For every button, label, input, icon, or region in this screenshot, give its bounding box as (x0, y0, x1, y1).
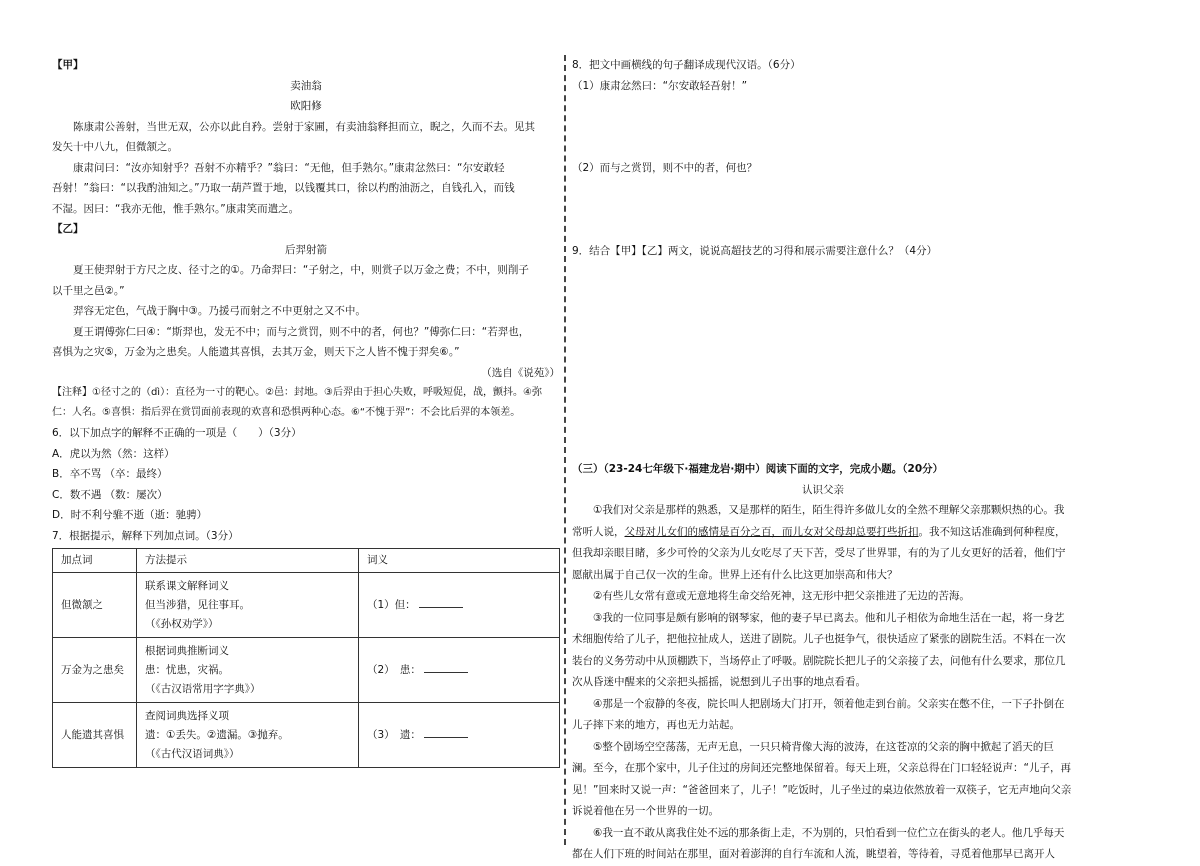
table-row (53, 638, 560, 703)
hint-line: 根据词典推断词义 (145, 644, 229, 657)
text2-source: （选自《说苑》） (481, 366, 560, 379)
question-8: 8．把文中画横线的句子翻译成现代汉语。（6分） (572, 59, 801, 71)
question-7: 7．根据提示，解释下列加点词。（3分） (52, 529, 239, 542)
question-9: 9．结合【甲】【乙】两文，说说高超技艺的习得和展示需要注意什么？（4分） (572, 244, 938, 257)
yi-label: 【乙】 (52, 223, 84, 235)
text1-p2-line2: 吾射！”翁曰：“以我酌油知之。”乃取一葫芦置于地，以钱覆其口，徐以杓酌油沥之，自钱孔入，而钱 (52, 182, 515, 194)
jia-label: 【甲】 (52, 59, 84, 71)
section-3 (572, 459, 1074, 866)
table-header-cell: 方法提示 (137, 549, 359, 573)
section-3-heading: （三）（23-24七年级下·福建龙岩·期中）阅读下面的文字，完成小题。（20分） (572, 463, 944, 475)
table-cell-answer (359, 638, 560, 703)
passage-paragraph-1 (572, 500, 1074, 586)
table-cell-word: 万金为之患矣 (53, 638, 137, 703)
question-6-option-b: B．卒不骂 （卒：最终） (52, 468, 168, 480)
text2-p1-line2: 以千里之邑②。” (52, 284, 125, 297)
text2-p3-line1: 夏王谓傅弥仁曰④：“斯羿也，发无不中；而与之赏罚，则不中的者，何也？”傅弥仁曰：“若羿也， (73, 325, 530, 338)
text1-author: 欧阳修 (290, 100, 322, 112)
section-3-title: 认识父亲 (802, 483, 844, 496)
question-8-part2: （2）而与之赏罚，则不中的者，何也？ (572, 162, 758, 174)
vocab-table (52, 548, 560, 768)
text1-p2-line1: 康肃问曰：“汝亦知射乎？吾射不亦精乎？”翁曰：“无他，但手熟尔。”康肃忿然曰：“尔安敢轻 (73, 161, 505, 174)
hint-line: （《孙权劝学》） (145, 617, 219, 630)
text2-title: 后羿射箭 (285, 243, 327, 256)
table-cell-hint (137, 703, 359, 768)
hint-line: （《古汉语常用字字典》） (145, 682, 261, 695)
passage-paragraph-5: ⑤整个剧场空空荡荡，无声无息，一只只椅背像大海的波涛，在这苍凉的父亲的胸中掀起了滔天的巨澜。至今，在那个家中，儿子住过的房间还完整地保留着。每天上班，父亲总得在门口轻轻说声：“儿子，再见！”回来时又说一声：“爸爸回来了，儿子！”吃饭时，儿子坐过的桌边依然放着一双筷子，它无声地向父亲诉说着他在另一个世界的一切。 (572, 740, 1072, 817)
text2-p1-line1: 夏王使羿射于方尺之皮、径寸之的①。乃命羿曰：“子射之，中，则赏子以万金之费；不中，则削子 (73, 264, 529, 276)
hint-line: 联系课文解释词义 (145, 579, 229, 592)
table-cell-hint (137, 573, 359, 638)
passage-paragraph-3: ③我的一位同事是颇有影响的钢琴家，他的妻子早已离去。他和儿子相依为命地生活在一起，将一身艺术细胞传给了儿子，把他拉扯成人，送进了剧院。儿子也挺争气，很快适应了紧张的剧院生活。不料在一次装台的义务劳动中从顶棚跌下，当场停止了呼吸。剧院院长把儿子的父亲接了去，问他有什么要求，那位几次从昏迷中醒来的父亲把头摇摇，说想到儿子出事的地点看看。 (572, 611, 1066, 688)
text2-p3-line2: 喜惧为之灾⑤，万金为之患矣。人能遗其喜惧，去其万金，则天下之人皆不愧于羿矣⑥。” (52, 346, 460, 358)
para1-text: ①我们对父亲是那样的熟悉，又是那样的陌生，陌生得许多做儿女的全然不理解父亲那颗炽热的心。我常听人说， (572, 504, 1065, 538)
hint-line: 但当涉猎，见往事耳。 (145, 598, 250, 611)
table-cell-hint (137, 638, 359, 703)
question-6-option-a: A．虎以为然（然：这样） (52, 447, 175, 460)
notes-line1: 【注释】①径寸之的（dì）：直径为一寸的靶心。②邑：封地。③后羿由于担心失败，呼吸短促，战，颤抖。④弥 (52, 387, 542, 398)
text1-p2-line3: 不湿。因曰：“我亦无他，惟手熟尔。”康肃笑而遣之。 (52, 202, 300, 215)
answer-blank[interactable] (424, 726, 468, 738)
right-column (572, 55, 1074, 860)
text1-title: 卖油翁 (290, 79, 322, 92)
answer-space[interactable] (572, 179, 1074, 241)
underlined-sentence: 父母对儿女们的感情是百分之百，而儿女对父母却总要打些折扣 (624, 525, 919, 538)
answer-space[interactable] (572, 96, 1074, 158)
table-cell-word: 人能遗其喜惧 (53, 703, 137, 768)
table-row (53, 703, 560, 768)
passage-paragraph-6: ⑥我一直不敢从离我住处不远的那条街上走，不为别的，只怕看到一位伫立在街头的老人。他几乎每天都在人们下班的时间站在那里，面对着澎湃的自行车流和人流，眺望着，等待着，寻觅着他那早已离开人 (572, 826, 1065, 860)
notes-line2: 仁：人名。⑤喜惧：指后羿在赏罚面前表现的欢喜和恐惧两种心态。⑥“不愧于羿”：不会比后羿的本领差。 (52, 407, 521, 418)
hint-line: （《古代汉语词典》） (145, 747, 240, 760)
left-column (52, 55, 560, 768)
table-header-cell: 加点词 (53, 549, 137, 573)
table-cell-answer (359, 573, 560, 638)
hint-line: 查阅词典选择义项 (145, 709, 229, 722)
answer-label: （3） 遗： (367, 728, 421, 741)
question-8-part1: （1）康肃忿然曰：“尔安敢轻吾射！” (572, 79, 748, 92)
question-6: 6．以下加点字的解释不正确的一项是（ ）（3分） (52, 427, 302, 439)
answer-label: （2） 患： (367, 663, 421, 676)
passage-paragraph-2: ②有些儿女常有意或无意地将生命交给死神，这无形中把父亲推进了无边的苦海。 (593, 590, 970, 602)
para1-text: 。我不知这话准确到何种程度，但我却亲眼目睹，多少可怜的父亲为儿女吃尽了天下苦，受尽了世界罪，有的为了儿女更好的活着，他们宁愿献出属于自己仅一次的生命。世界上还有什么比这更加崇高和伟大？ (572, 525, 1066, 581)
hint-line: 患：忧患，灾祸。 (145, 663, 229, 676)
answer-blank[interactable] (424, 661, 468, 673)
table-row (53, 573, 560, 638)
text2-p2: 羿容无定色，气战于胸中③。乃援弓而射之不中更射之又不中。 (73, 305, 366, 317)
text1-p1-line2: 发矢十中八九，但微颔之。 (52, 141, 178, 153)
table-header-cell: 词义 (359, 549, 560, 573)
table-header-row (53, 549, 560, 573)
table-cell-word: 但微颔之 (53, 573, 137, 638)
question-6-option-c: C．数不遇 （数：屡次） (52, 488, 168, 501)
hint-line: 遗：①丢失。②遗漏。③抛弃。 (145, 728, 289, 741)
answer-label: （1）但： (367, 598, 416, 611)
question-6-option-d: D．时不利兮骓不逝（逝：驰骋） (52, 509, 208, 521)
table-cell-answer (359, 703, 560, 768)
text1-p1-line1: 陈康肃公善射，当世无双，公亦以此自矜。尝射于家圃，有卖油翁释担而立，睨之，久而不去。见其 (73, 120, 535, 133)
passage-paragraph-4: ④那是一个寂静的冬夜，院长叫人把剧场大门打开，领着他走到台前。父亲实在憋不住，一下子扑倒在儿子摔下来的地方，再也无力站起。 (572, 697, 1065, 731)
answer-blank[interactable] (419, 596, 463, 608)
column-divider (564, 55, 566, 845)
